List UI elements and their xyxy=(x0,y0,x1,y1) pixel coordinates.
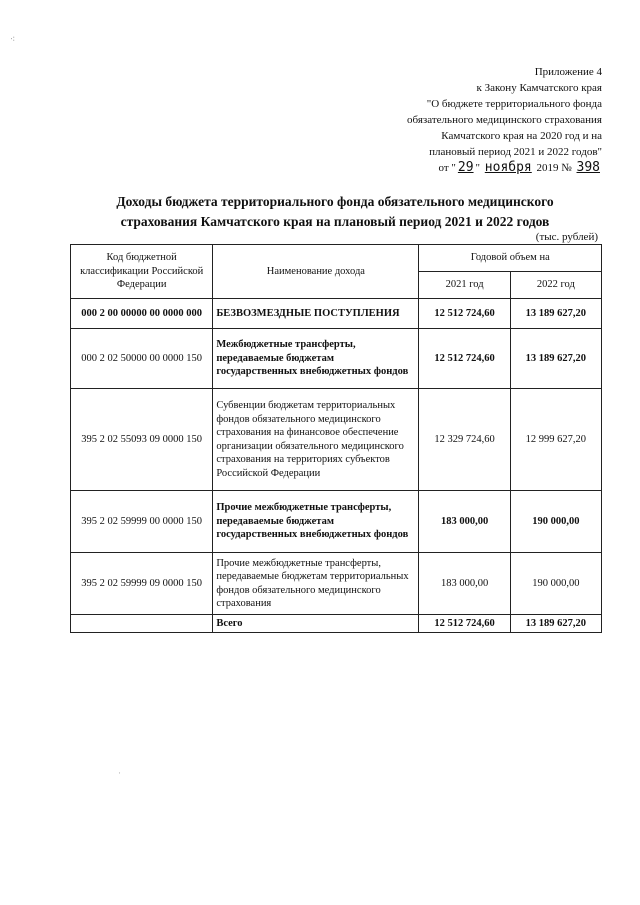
table-total-row xyxy=(71,615,602,633)
appendix-law-title-1: "О бюджете территориального фонда xyxy=(426,98,602,110)
table-header-row xyxy=(71,245,602,272)
table-row xyxy=(71,329,602,389)
row-2022: 13 189 627,20 xyxy=(510,299,601,329)
row-2021: 183 000,00 xyxy=(419,553,510,615)
date-day-suffix: " xyxy=(475,162,481,174)
row-code: 000 2 02 50000 00 0000 150 xyxy=(71,329,213,389)
total-2021: 12 512 724,60 xyxy=(419,615,510,633)
appendix-label: Приложение 4 xyxy=(534,66,602,78)
law-number: 398 xyxy=(576,160,600,175)
table-row xyxy=(71,491,602,553)
units-note: (тыс. рублей) xyxy=(535,231,598,243)
number-sign: № xyxy=(561,162,572,174)
row-code: 395 2 02 59999 09 0000 150 xyxy=(71,553,213,615)
title-line-1: Доходы бюджета территориального фонда обязательного медицинского xyxy=(116,194,554,209)
header-code: Код бюджетной классификации Российской Федерации xyxy=(71,245,213,299)
total-code-empty xyxy=(71,615,213,633)
header-name: Наименование дохода xyxy=(213,245,419,299)
row-2022: 190 000,00 xyxy=(510,553,601,615)
income-table xyxy=(70,244,602,633)
row-name: Межбюджетные трансферты, передаваемые бюджетам государственных внебюджетных фондов xyxy=(213,329,419,389)
row-code: 395 2 02 55093 09 0000 150 xyxy=(71,389,213,491)
row-code: 395 2 02 59999 00 0000 150 xyxy=(71,491,213,553)
row-2021: 12 329 724,60 xyxy=(419,389,510,491)
appendix-law-ref: к Закону Камчатского края xyxy=(476,82,602,94)
row-name: Прочие межбюджетные трансферты, передаваемые бюджетам территориальных фондов обязательного медицинского страхования xyxy=(213,553,419,615)
row-2022: 190 000,00 xyxy=(510,491,601,553)
total-2022: 13 189 627,20 xyxy=(510,615,601,633)
date-day: 29 xyxy=(457,160,474,175)
document-title xyxy=(70,192,600,232)
total-label: Всего xyxy=(213,615,419,633)
appendix-law-title-2: обязательного медицинского страхования xyxy=(407,114,602,126)
date-prefix: от " xyxy=(438,162,456,174)
row-2021: 183 000,00 xyxy=(419,491,510,553)
table-row xyxy=(71,553,602,615)
appendix-law-title-4: плановый период 2021 и 2022 годов" xyxy=(429,146,602,158)
row-2022: 13 189 627,20 xyxy=(510,329,601,389)
scan-speck: · xyxy=(118,768,121,778)
row-name: Прочие межбюджетные трансферты, передаваемые бюджетам государственных внебюджетных фондов xyxy=(213,491,419,553)
scan-speck: ⁖ xyxy=(10,34,16,44)
row-name: БЕЗВОЗМЕЗДНЫЕ ПОСТУПЛЕНИЯ xyxy=(213,299,419,329)
row-2021: 12 512 724,60 xyxy=(419,299,510,329)
header-annual: Годовой объем на xyxy=(419,245,602,272)
row-name: Субвенции бюджетам территориальных фондов обязательного медицинского страхования на финансовое обеспечение организации обязательного медицинского страхования на территориях субъектов Российской Федерации xyxy=(213,389,419,491)
header-year-2021: 2021 год xyxy=(419,272,510,299)
title-line-2: страхования Камчатского края на плановый период 2021 и 2022 годов xyxy=(120,214,550,229)
table-row xyxy=(71,389,602,491)
appendix-law-title-3: Камчатского края на 2020 год и на xyxy=(441,130,602,142)
row-2022: 12 999 627,20 xyxy=(510,389,601,491)
appendix-date-line xyxy=(302,160,602,176)
table-row xyxy=(71,299,602,329)
row-code: 000 2 00 00000 00 0000 000 xyxy=(71,299,213,329)
appendix-block xyxy=(302,64,602,176)
header-year-2022: 2022 год xyxy=(510,272,601,299)
date-month: ноября xyxy=(484,160,532,175)
row-2021: 12 512 724,60 xyxy=(419,329,510,389)
date-year: 2019 xyxy=(536,162,559,174)
